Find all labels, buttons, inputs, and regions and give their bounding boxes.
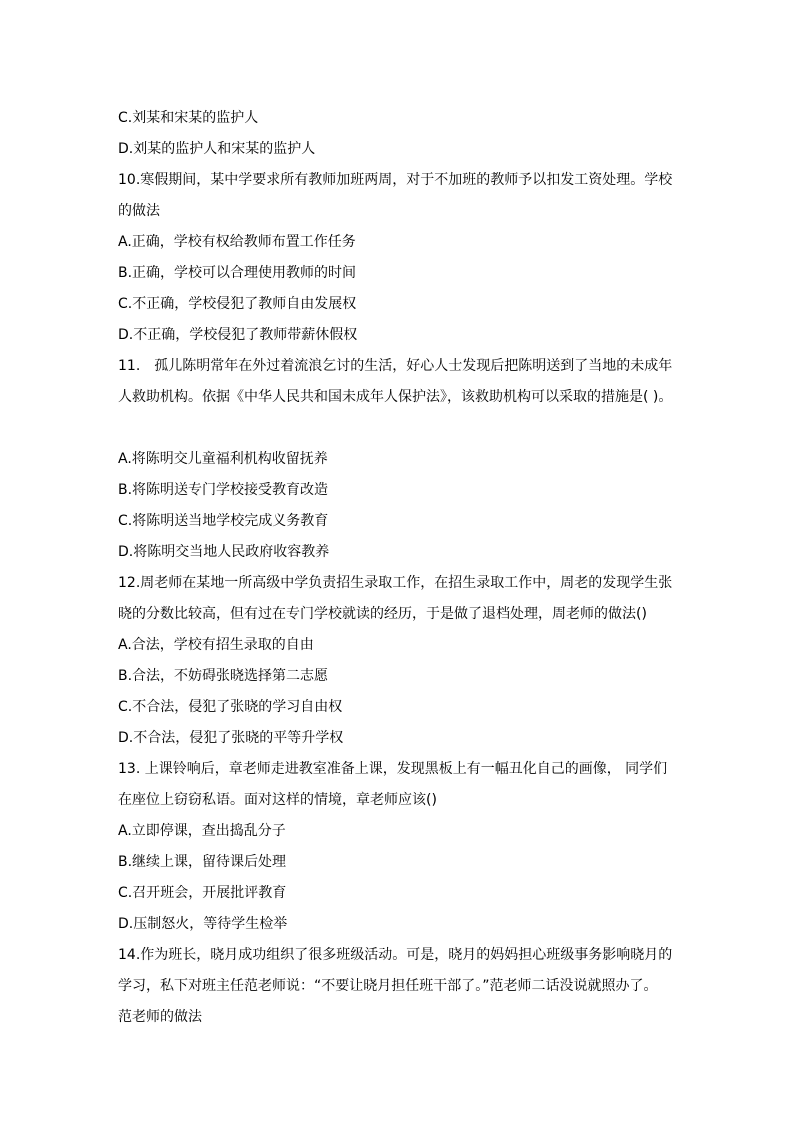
option-d: D.压制怒火，等待学生检举 bbox=[118, 916, 288, 932]
option-b: B.继续上课，留待课后处理 bbox=[118, 854, 287, 870]
question-stem: 的做法 bbox=[118, 203, 160, 219]
option-b: B.将陈明送专门学校接受教育改造 bbox=[118, 482, 329, 498]
blank-line bbox=[118, 413, 680, 444]
question-14 bbox=[118, 940, 680, 1033]
question-stem: 11. 孤儿陈明常年在外过着流浪乞讨的生活，好心人士发现后把陈明送到了当地的未成年 bbox=[118, 358, 673, 374]
option-c: C.刘某和宋某的监护人 bbox=[118, 110, 259, 126]
option-a: A.正确，学校有权给教师布置工作任务 bbox=[118, 234, 356, 250]
question-stem: 在座位上窃窃私语。面对这样的情境，章老师应该() bbox=[118, 792, 437, 808]
option-b: B.合法，不妨碍张晓选择第二志愿 bbox=[118, 668, 329, 684]
question-stem: 10.寒假期间，某中学要求所有教师加班两周，对于不加班的教师予以扣发工资处理。学校 bbox=[118, 172, 673, 188]
option-c: C.不合法，侵犯了张晓的学习自由权 bbox=[118, 699, 343, 715]
question-stem: 学习，私下对班主任范老师说：“不要让晓月担任班干部了。”范老师二话没说就照办了。 bbox=[118, 978, 658, 994]
question-11 bbox=[118, 351, 680, 568]
previous-question-options bbox=[118, 103, 680, 165]
option-d: D.将陈明交当地人民政府收容教养 bbox=[118, 544, 330, 560]
document-page bbox=[118, 103, 680, 1033]
question-13 bbox=[118, 754, 680, 940]
option-d: D.刘某的监护人和宋某的监护人 bbox=[118, 141, 316, 157]
option-b: B.正确，学校可以合理使用教师的时间 bbox=[118, 265, 357, 281]
question-stem: 晓的分数比较高，但有过在专门学校就读的经历，于是做了退档处理，周老师的做法() bbox=[118, 606, 647, 622]
question-stem: 12.周老师在某地一所高级中学负责招生录取工作，在招生录取工作中，周老的发现学生张 bbox=[118, 575, 673, 591]
option-d: D.不正确，学校侵犯了教师带薪休假权 bbox=[118, 327, 358, 343]
question-stem: 14.作为班长，晓月成功组织了很多班级活动。可是，晓月的妈妈担心班级事务影响晓月的 bbox=[118, 947, 673, 963]
option-c: C.召开班会，开展批评教育 bbox=[118, 885, 287, 901]
option-c: C.将陈明送当地学校完成义务教育 bbox=[118, 513, 329, 529]
option-c: C.不正确，学校侵犯了教师自由发展权 bbox=[118, 296, 357, 312]
question-stem: 人救助机构。依据《中华人民共和国未成年人保护法》，该救助机构可以采取的措施是( )。 bbox=[118, 389, 673, 405]
question-12 bbox=[118, 568, 680, 754]
option-a: A.合法，学校有招生录取的自由 bbox=[118, 637, 314, 653]
question-stem: 13. 上课铃响后，章老师走进教室准备上课，发现黑板上有一幅丑化自己的画像， 同学们 bbox=[118, 761, 668, 777]
question-stem: 范老师的做法 bbox=[118, 1009, 202, 1025]
option-a: A.将陈明交儿童福利机构收留抚养 bbox=[118, 451, 328, 467]
option-a: A.立即停课，查出捣乱分子 bbox=[118, 823, 286, 839]
question-10 bbox=[118, 165, 680, 351]
option-d: D.不合法，侵犯了张晓的平等升学权 bbox=[118, 730, 344, 746]
